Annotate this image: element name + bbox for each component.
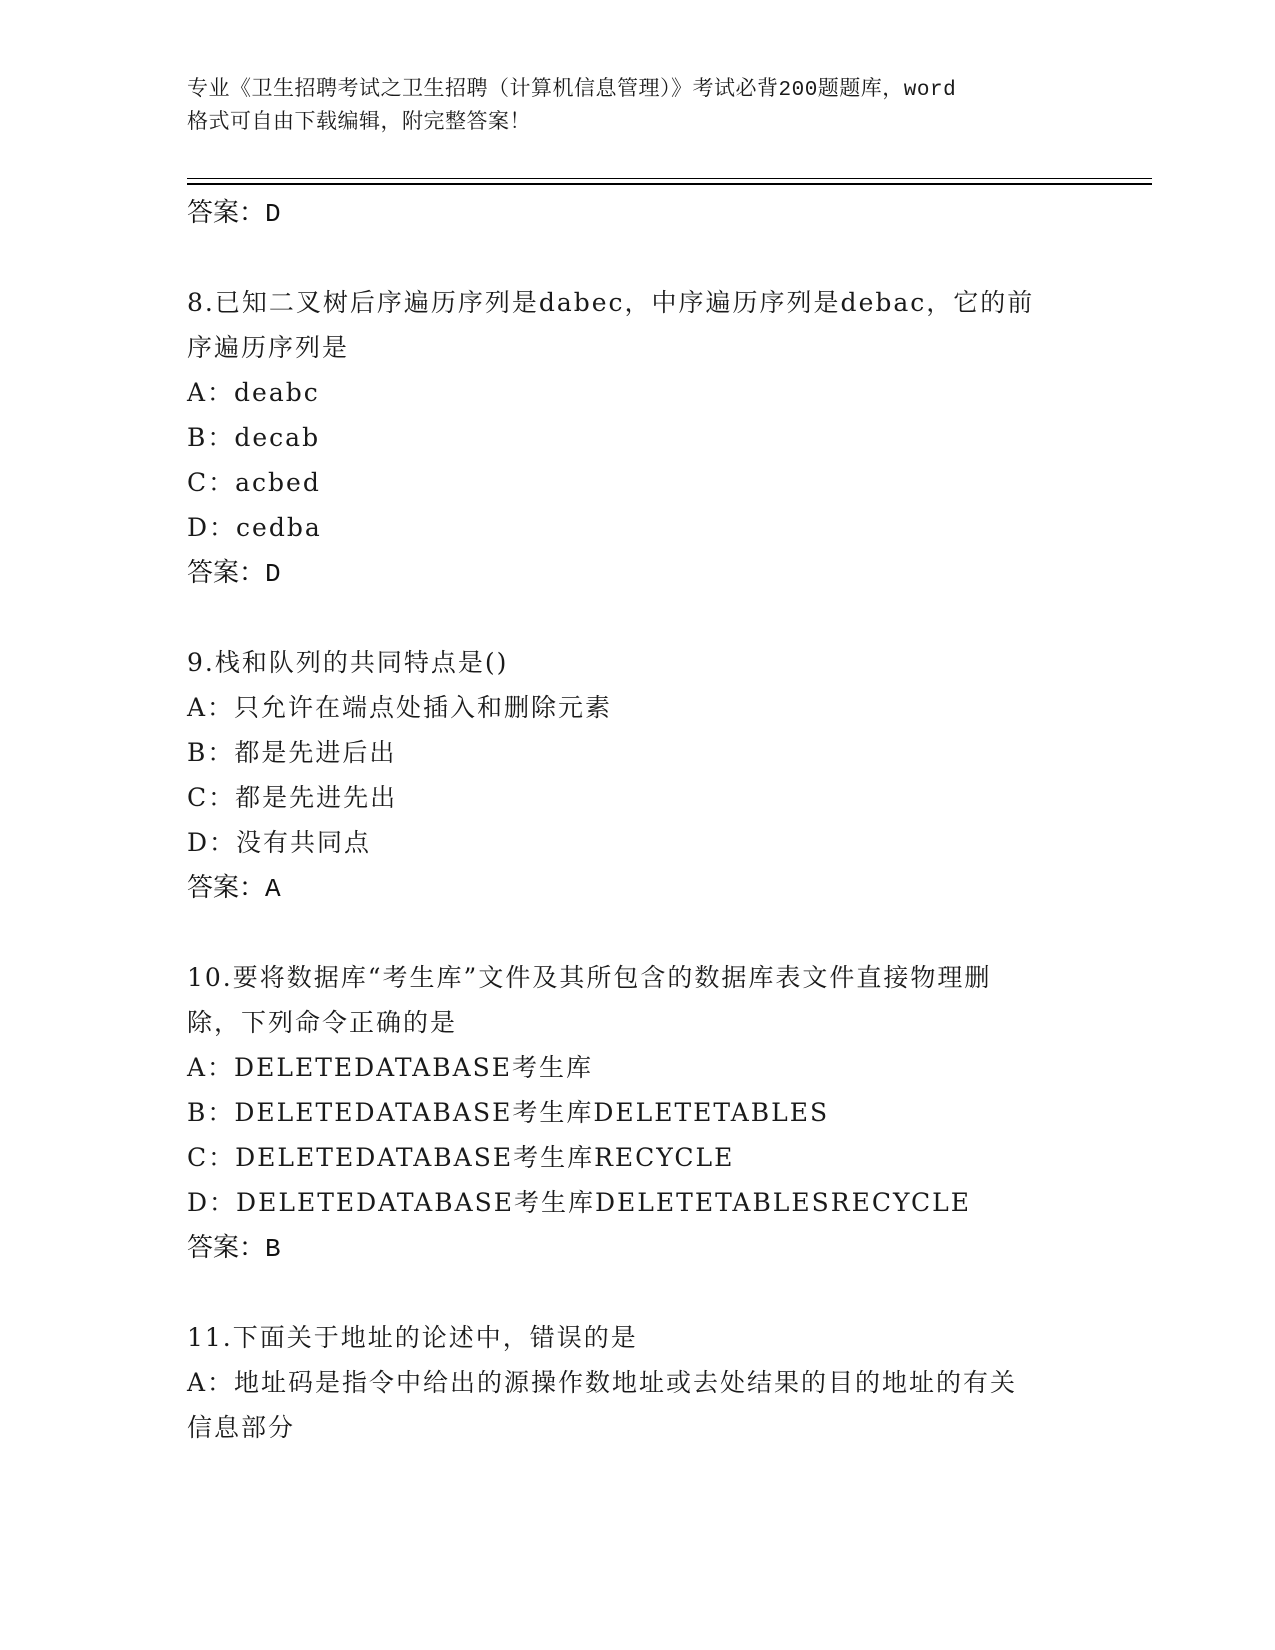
question-8-option-d: D：cedba	[187, 513, 322, 542]
question-8-stem-line-1: 8.已知二叉树后序遍历序列是dabec，中序遍历序列是debac，它的前	[187, 288, 1035, 317]
question-8-option-a: A：deabc	[187, 378, 320, 407]
question-8-answer: 答案：D	[187, 559, 281, 589]
question-10-option-d: D：DELETEDATABASE考生库DELETETABLESRECYCLE	[187, 1188, 972, 1217]
question-10-stem-line-1: 10.要将数据库“考生库”文件及其所包含的数据库表文件直接物理删	[187, 963, 992, 992]
question-9-stem: 9.栈和队列的共同特点是()	[187, 648, 509, 677]
question-9-option-d: D：没有共同点	[187, 828, 372, 857]
question-9-option-b: B：都是先进后出	[187, 738, 397, 767]
question-8-option-c: C：acbed	[187, 468, 321, 497]
question-11-option-a-line-1: A：地址码是指令中给出的源操作数地址或去处结果的目的地址的有关	[187, 1368, 1018, 1397]
question-10-option-a: A：DELETEDATABASE考生库	[187, 1053, 594, 1082]
answer-line: 答案：D	[187, 199, 281, 229]
question-9-option-c: C：都是先进先出	[187, 783, 398, 812]
question-10-option-c: C：DELETEDATABASE考生库RECYCLE	[187, 1143, 735, 1172]
question-10-answer: 答案：B	[187, 1234, 281, 1264]
question-9-option-a: A：只允许在端点处插入和删除元素	[187, 693, 613, 722]
question-10-stem-line-2: 除，下列命令正确的是	[187, 1008, 458, 1037]
header-line-2: 格式可自由下载编辑，附完整答案！	[187, 112, 531, 135]
question-8-option-b: B：decab	[187, 423, 321, 452]
header-divider-thick	[187, 183, 1152, 185]
document-header	[187, 74, 1087, 140]
question-8-stem-line-2: 序遍历序列是	[187, 333, 350, 362]
header-line-1: 专业《卫生招聘考试之卫生招聘（计算机信息管理）》考试必背200题题库，word	[187, 79, 957, 102]
header-divider-thin	[187, 178, 1152, 179]
question-11-stem: 11.下面关于地址的论述中，错误的是	[187, 1323, 638, 1352]
question-9-answer: 答案：A	[187, 874, 281, 904]
question-11-option-a-line-2: 信息部分	[187, 1413, 296, 1442]
question-10-option-b: B：DELETEDATABASE考生库DELETETABLES	[187, 1098, 830, 1127]
